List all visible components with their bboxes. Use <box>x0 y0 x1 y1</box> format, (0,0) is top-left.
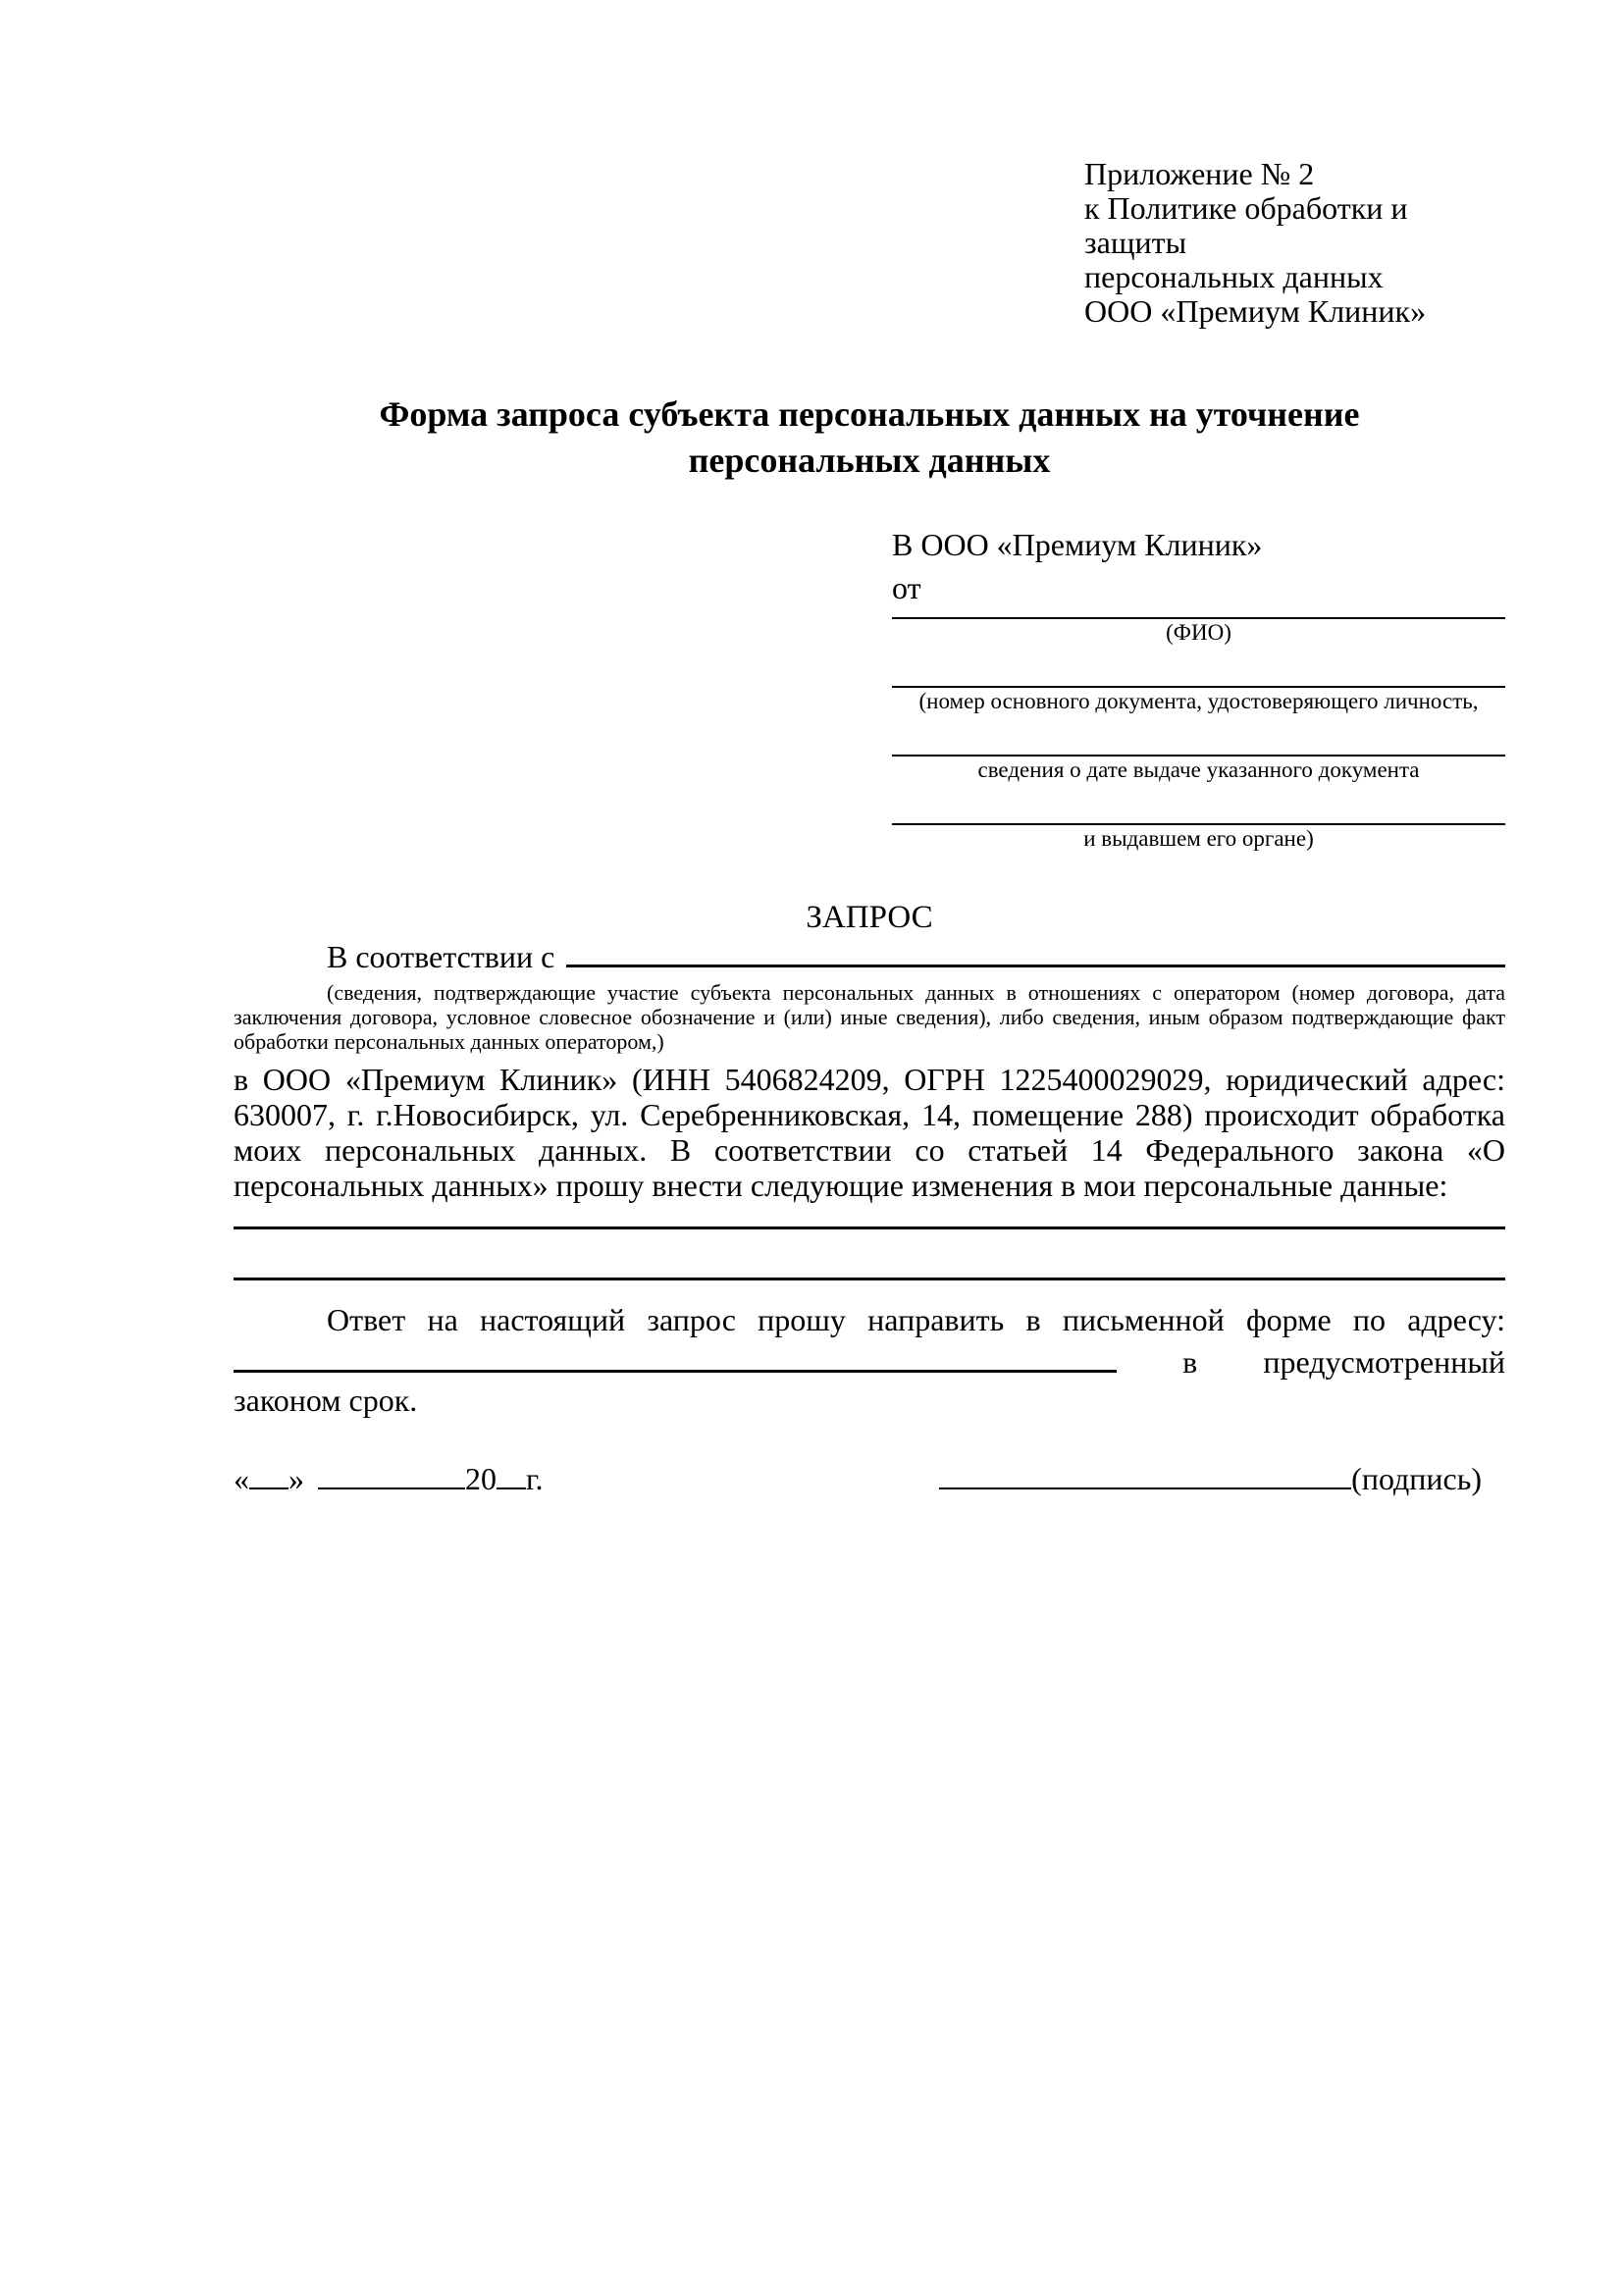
addressee-from-label: от <box>892 570 921 605</box>
document-number-label: (номер основного документа, удостоверяющего личность, <box>918 689 1479 713</box>
date-quote-close: » <box>288 1461 304 1496</box>
date-year-blank <box>497 1487 526 1489</box>
date-day-blank <box>249 1487 288 1489</box>
intro-row <box>234 939 1505 974</box>
reply-line2 <box>234 1343 1505 1381</box>
footnote-text: (сведения, подтверждающие участие субъекта персональных данных в отношениях с оператором (номер договора, дата заключения договора, условное словесное обозначение и (или) иные сведения), либо сведения, иным образом подтверждающие факт обработки персональных данных оператором,) <box>234 980 1505 1054</box>
intro-prefix: В соответствии с <box>327 939 555 974</box>
footer-row <box>234 1459 1505 1498</box>
request-body-text: в ООО «Премиум Клиник» (ИНН 5406824209, ОГРН 1225400029029, юридический адрес: 630007, г. г.Новосибирск, ул. Серебренниковская, 14, помещение 288) происходит обработка моих персональных данных. В соответствии со статьей 14 Федерального закона «О персональных данных» прошу внести следующие изменения в мои персональные данные: <box>234 1062 1505 1203</box>
signature-label: (подпись) <box>1351 1461 1482 1496</box>
appendix-line: к Политике обработки и защиты <box>1084 190 1408 260</box>
reply-word-v: в <box>1182 1344 1198 1380</box>
appendix-block <box>1084 157 1505 329</box>
document-title-line1: Форма запроса субъекта персональных данных на уточнение <box>379 394 1360 434</box>
request-heading: ЗАПРОС <box>806 900 933 935</box>
issue-date-label: сведения о дате выдаче указанного документа <box>977 757 1420 782</box>
issuer-label: и выдавшем его органе) <box>1083 826 1314 851</box>
document-title <box>234 391 1505 484</box>
date-group <box>234 1459 544 1498</box>
addressee-block <box>892 523 1505 853</box>
changes-blank-line-1 <box>234 1203 1505 1229</box>
appendix-line: персональных данных <box>1084 259 1384 294</box>
basis-blank-line <box>566 965 1505 967</box>
reply-word-predusmotrennyj: предусмотренный <box>1263 1344 1505 1380</box>
year-prefix: 20 <box>465 1461 497 1496</box>
address-blank-line <box>234 1370 1117 1373</box>
year-suffix: г. <box>526 1461 544 1496</box>
date-month-blank <box>318 1487 465 1489</box>
addressee-to: В ООО «Премиум Клиник» <box>892 527 1263 562</box>
reply-line1: Ответ на настоящий запрос прошу направить в письменной форме по адресу: <box>327 1302 1505 1337</box>
signature-blank-line <box>939 1487 1351 1489</box>
appendix-line: Приложение № 2 <box>1084 156 1315 191</box>
reply-line3: законом срок. <box>234 1383 418 1418</box>
document-title-line2: персональных данных <box>688 441 1051 480</box>
signature-group <box>939 1459 1482 1498</box>
appendix-line: ООО «Премиум Клиник» <box>1084 293 1427 329</box>
date-quote-open: « <box>234 1461 249 1496</box>
fio-label: (ФИО) <box>1166 620 1231 645</box>
changes-blank-line-2 <box>234 1229 1505 1280</box>
